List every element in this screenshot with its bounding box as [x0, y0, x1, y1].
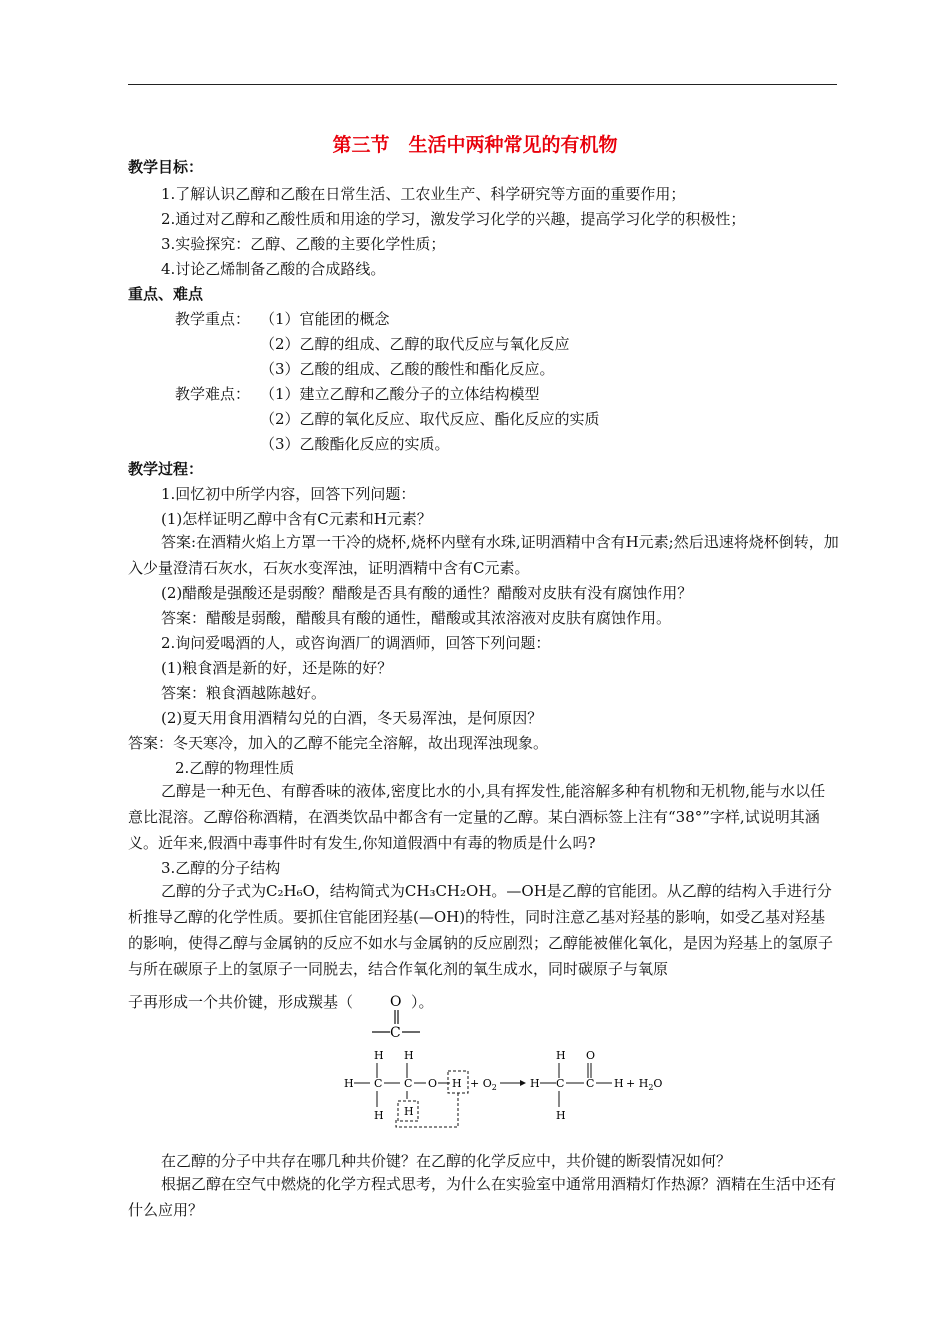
- text: 子再形成一个共价键，形成羰基（: [128, 993, 354, 1011]
- goals-heading: 教学目标：: [128, 158, 204, 176]
- water-o: O: [653, 1077, 663, 1090]
- atom-h: H: [374, 1049, 384, 1062]
- goal-item: 1.了解认识乙醇和乙酸在日常生活、工农业生产、科学研究等方面的重要作用；: [161, 185, 686, 203]
- question: 在乙醇的分子中共存在哪几种共价键？在乙醇的化学反应中，共价键的断裂情况如何？: [161, 1152, 732, 1170]
- question: 2.询问爱喝酒的人，或咨询酒厂的调酒师，回答下列问题：: [161, 634, 551, 652]
- product-water: [626, 1077, 662, 1092]
- question: (1)粮食酒是新的好，还是陈的好？: [161, 659, 393, 677]
- subscript: 2: [491, 1083, 497, 1092]
- arrow-head: [520, 1080, 526, 1086]
- focus-item: （2）乙醇的组成、乙醇的取代反应与氧化反应: [260, 335, 570, 353]
- atom-h: H: [374, 1109, 384, 1122]
- question: (2)夏天用食用酒精勾兑的白酒，冬天易浑浊，是何原因？: [161, 709, 543, 727]
- paragraph: 乙醇是一种无色、有醇香味的液体,密度比水的小,具有挥发性,能溶解多种有机物和无机物,能与水以任意比混溶。乙醇俗称酒精，在酒类饮品中都含有一定量的乙醇。某白酒标签上注有“38°”字样,试说明其涵义。近年来,假酒中毒事件时有发生,你知道假酒中有毒的物质是什么吗?: [128, 782, 826, 852]
- keypoints-heading: 重点、难点: [128, 285, 204, 303]
- atom-c: C: [404, 1077, 413, 1090]
- plus-o2: + O: [470, 1077, 492, 1090]
- paragraph: 乙醇的分子式为C₂H₆O，结构简式为CH₃CH₂OH。—OH是乙醇的官能团。从乙醇的结构入手进行分析推导乙醇的化学性质。要抓住官能团羟基(—OH)的特性，同时注意乙基对羟基的影响，如受乙基对羟基的影响，使得乙醇与金属钠的反应不如水与金属钠的反应剧烈；乙醇能被催化氧化，是因为羟基上的氢原子与所在碳原子上的氢原子一同脱去，结合作氧化剂的氧生成水，同时碳原子与氧原: [128, 882, 834, 978]
- atom-h: H: [404, 1105, 414, 1118]
- carbon-label: C: [390, 1025, 401, 1040]
- text: ）。: [411, 993, 434, 1011]
- focus-item: （1）官能团的概念: [260, 310, 390, 328]
- answer: 答案：冬天寒冷，加入的乙醇不能完全溶解，故出现浑浊现象。: [128, 734, 549, 752]
- focus-item: （3）乙酸的组成、乙酸的酸性和酯化反应。: [260, 360, 555, 378]
- process-heading: 教学过程：: [128, 460, 204, 478]
- goal-item: 4.讨论乙烯制备乙酸的合成路线。: [161, 260, 386, 278]
- answer: 答案：醋酸是弱酸，醋酸具有酸的通性，醋酸或其浓溶液对皮肤有腐蚀作用。: [161, 609, 672, 627]
- focus-label: 教学重点：: [175, 310, 251, 328]
- atom-c: C: [374, 1077, 383, 1090]
- goal-item: 2.通过对乙醇和乙酸性质和用途的学习，激发学习化学的兴趣，提高学习化学的积极性；: [161, 210, 746, 228]
- atom-c: C: [586, 1077, 595, 1090]
- atom-h: H: [344, 1077, 354, 1090]
- reagent: [470, 1077, 497, 1092]
- difficulty-label: 教学难点：: [175, 385, 251, 403]
- atom-h: H: [556, 1049, 566, 1062]
- atom-c: C: [556, 1077, 565, 1090]
- plus-h2o: + H: [626, 1077, 649, 1090]
- atom-h: H: [614, 1077, 624, 1090]
- subscript: 2: [648, 1083, 654, 1092]
- atom-o: O: [586, 1049, 596, 1062]
- atom-h: H: [530, 1077, 540, 1090]
- atom-o: O: [428, 1077, 438, 1090]
- question: (1)怎样证明乙醇中含有C元素和H元素？: [161, 510, 432, 528]
- answer: 答案：粮食酒越陈越好。: [161, 684, 327, 702]
- question: 根据乙醇在空气中燃烧的化学方程式思考，为什么在实验室中通常用酒精灯作热源？酒精在生活中还有什么应用？: [128, 1175, 837, 1219]
- question: (2)醋酸是强酸还是弱酸？醋酸是否具有酸的通性？醋酸对皮肤有没有腐蚀作用？: [161, 584, 693, 602]
- difficulty-item: （1）建立乙醇和乙酸分子的立体结构模型: [260, 385, 540, 403]
- atom-h: H: [452, 1077, 462, 1090]
- difficulty-item: （3）乙酸酯化反应的实质。: [260, 435, 450, 453]
- section-heading: 2.乙醇的物理性质: [175, 759, 295, 777]
- oxidation-equation: [340, 1045, 670, 1135]
- carbonyl-figure: [370, 990, 430, 1040]
- difficulty-item: （2）乙醇的氧化反应、取代反应、酯化反应的实质: [260, 410, 600, 428]
- atom-h: H: [556, 1109, 566, 1122]
- atom-h: H: [404, 1049, 414, 1062]
- question: 1.回忆初中所学内容，回答下列问题：: [161, 485, 416, 503]
- answer: 答案:在酒精火焰上方罩一干冷的烧杯,烧杯内壁有水珠,证明酒精中含有H元素;然后迅速将烧杯倒转，加入少量澄清石灰水，石灰水变浑浊，证明酒精中含有C元素。: [128, 533, 839, 577]
- section-heading: 3.乙醇的分子结构: [161, 859, 281, 877]
- oxygen-label: O: [390, 994, 402, 1010]
- page-title: 第三节 生活中两种常见的有机物: [332, 134, 618, 156]
- goal-item: 3.实验探究：乙醇、乙酸的主要化学性质；: [161, 235, 446, 253]
- header-rule: [128, 84, 837, 85]
